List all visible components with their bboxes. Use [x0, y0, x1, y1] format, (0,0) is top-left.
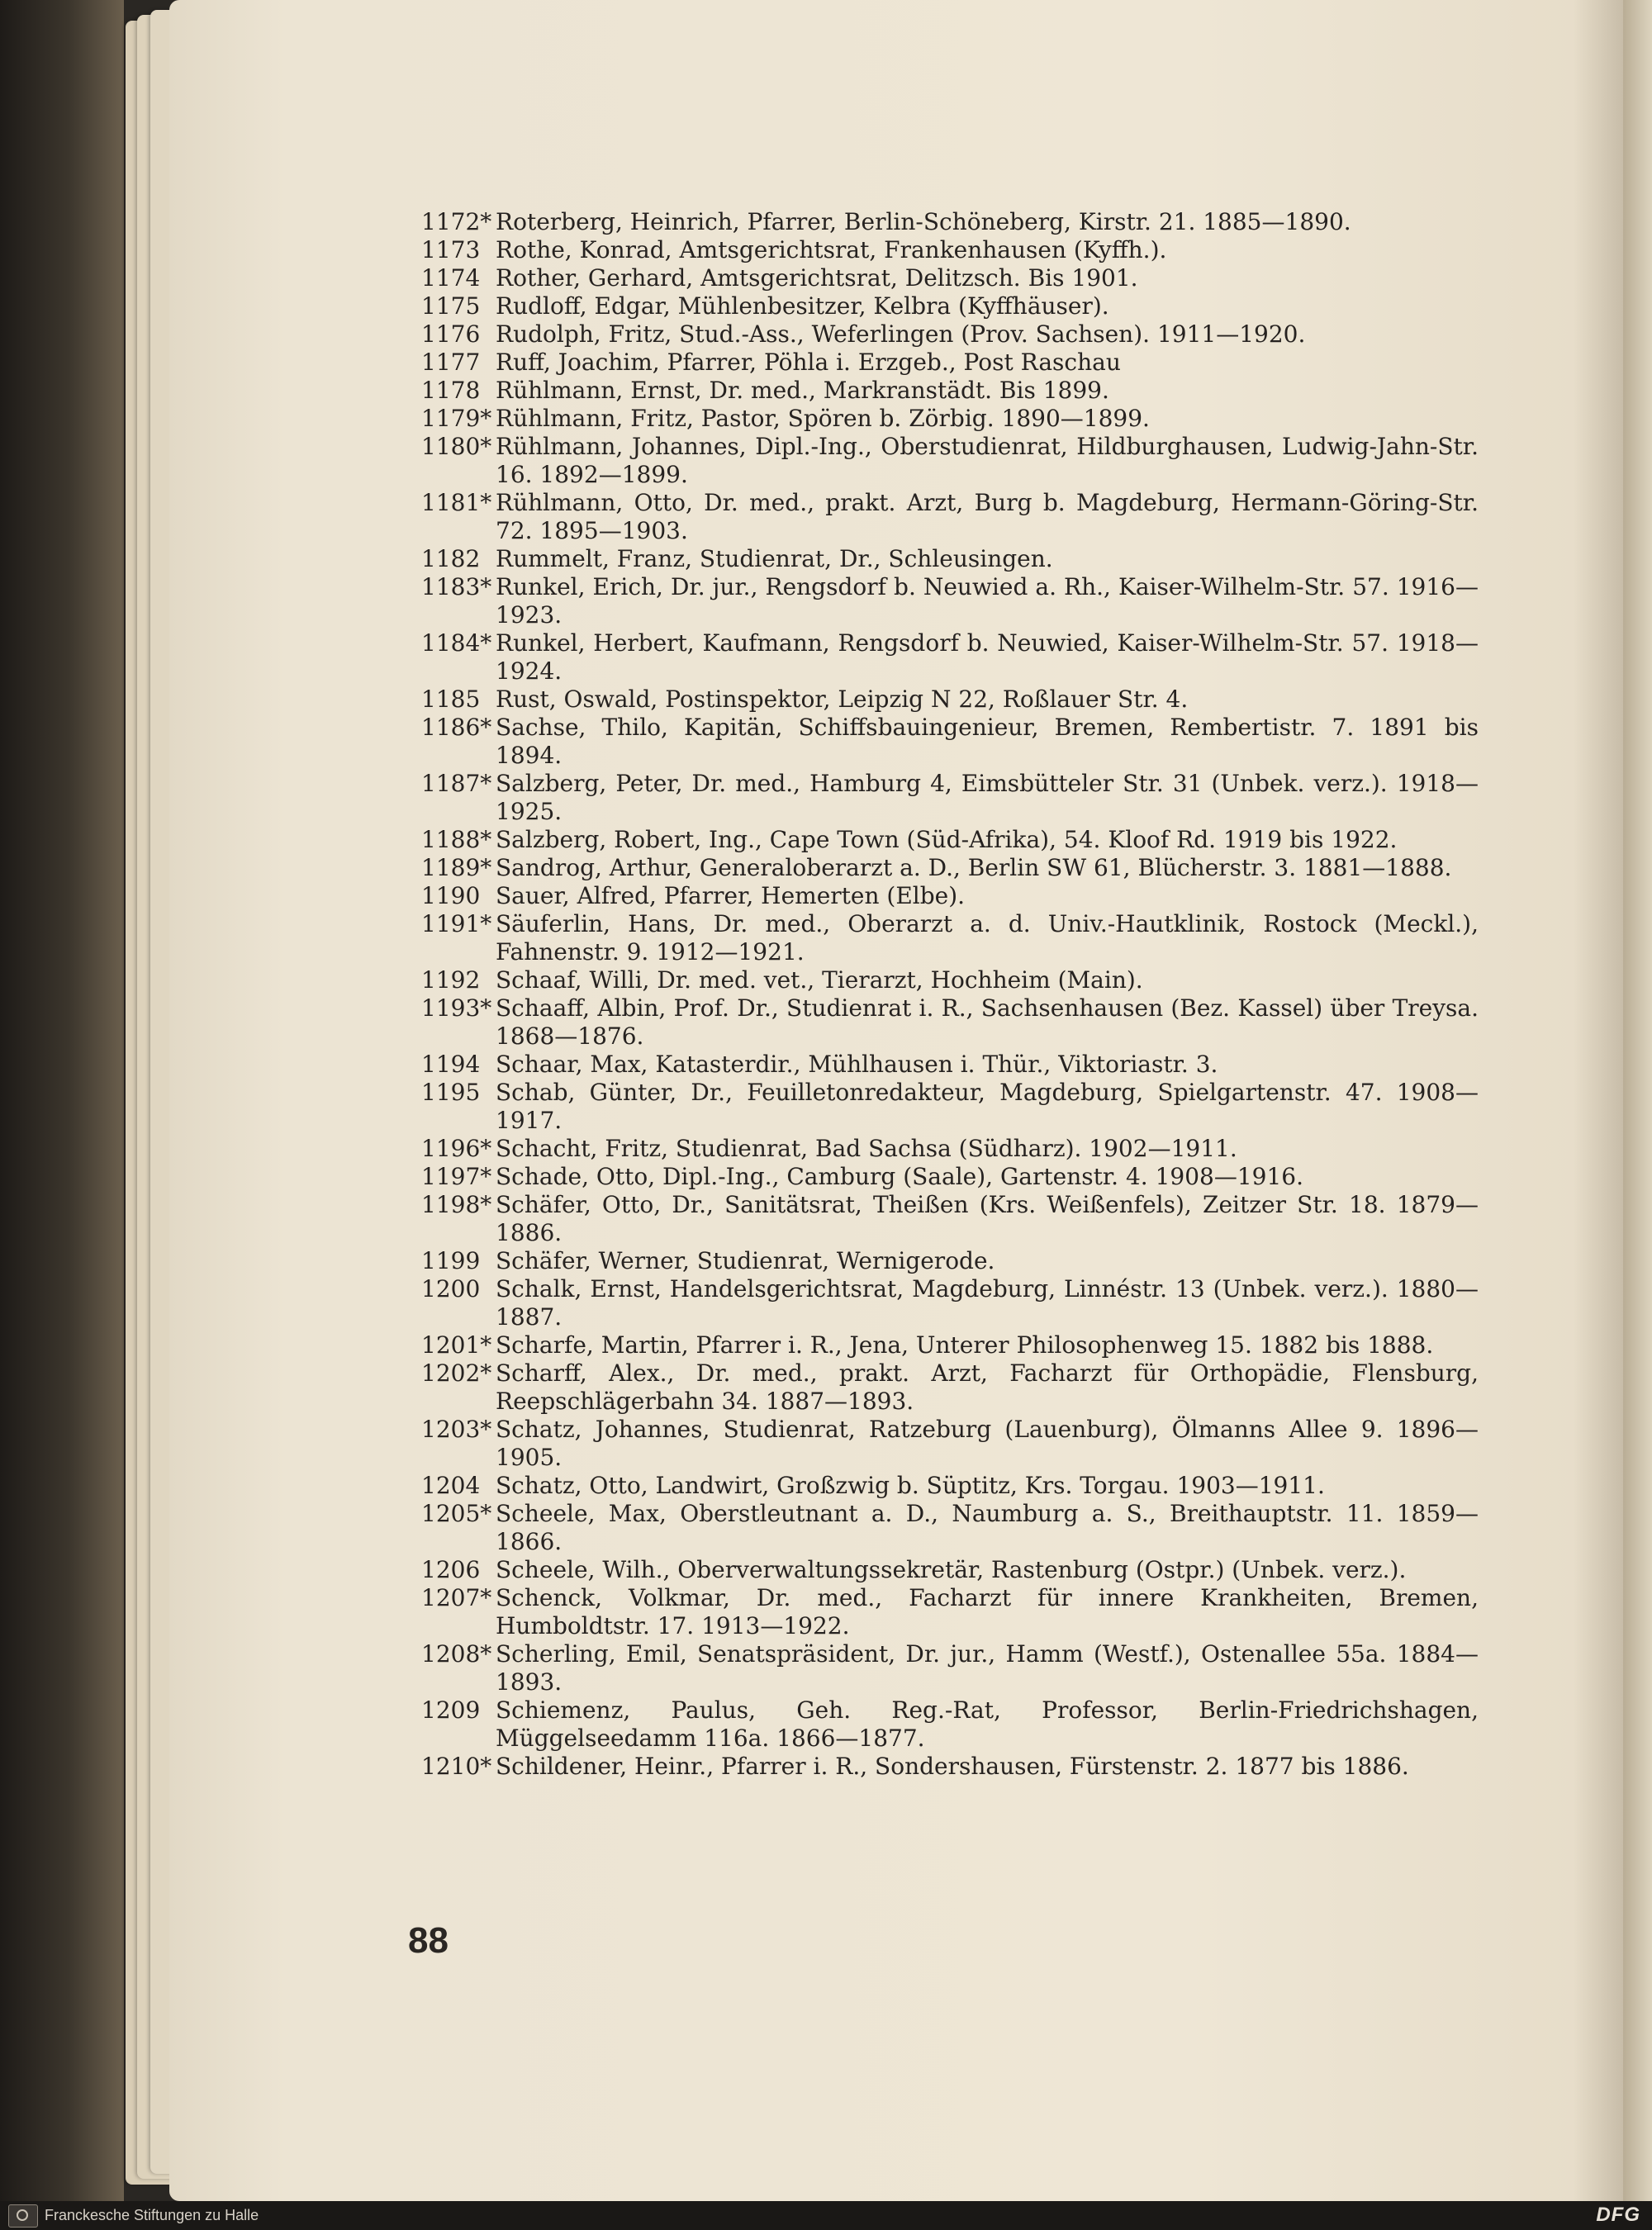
list-item — [421, 236, 1479, 264]
entry-number: 1181* — [421, 489, 492, 516]
entry-number: 1174 — [421, 264, 481, 292]
entry-text: Salzberg, Robert, Ing., Cape Town (Süd-Afrika), 54. Kloof Rd. 1919 bis 1922. — [496, 826, 1398, 853]
entry-text: Rothe, Konrad, Amtsgerichtsrat, Frankenhausen (Kyffh.). — [496, 236, 1167, 263]
institution-name: Franckesche Stiftungen zu Halle — [45, 2207, 259, 2223]
list-item — [421, 264, 1479, 292]
entry-text: Roterberg, Heinrich, Pfarrer, Berlin-Schöneberg, Kirstr. 21. 1885—1890. — [496, 208, 1351, 235]
entry-number: 1193* — [421, 994, 492, 1022]
entry-text: Schatz, Otto, Landwirt, Großzwig b. Süptitz, Krs. Torgau. 1903—1911. — [496, 1472, 1325, 1499]
list-item — [421, 208, 1479, 236]
list-item — [421, 1640, 1479, 1696]
entry-text: Scharfe, Martin, Pfarrer i. R., Jena, Unterer Philosophenweg 15. 1882 bis 1888. — [496, 1331, 1434, 1359]
list-item — [421, 1051, 1479, 1079]
entry-text: Rühlmann, Ernst, Dr. med., Markranstädt. Bis 1899. — [496, 377, 1109, 404]
entry-number: 1184* — [421, 629, 492, 657]
entry-number: 1199 — [421, 1247, 481, 1274]
list-item — [421, 320, 1479, 349]
entry-number: 1197* — [421, 1163, 492, 1190]
entry-text: Schacht, Fritz, Studienrat, Bad Sachsa (Südharz). 1902—1911. — [496, 1135, 1237, 1162]
entry-text: Sachse, Thilo, Kapitän, Schiffsbauingenieur, Bremen, Rembertistr. 7. 1891 bis 1894. — [496, 714, 1479, 769]
list-item — [421, 545, 1479, 573]
entry-number: 1208* — [421, 1640, 492, 1668]
entry-number: 1203* — [421, 1416, 492, 1443]
entry-number: 1182 — [421, 545, 481, 572]
viewer-footer — [0, 2201, 1652, 2230]
list-item — [421, 433, 1479, 489]
entry-text: Runkel, Erich, Dr. jur., Rengsdorf b. Neuwied a. Rh., Kaiser-Wilhelm-Str. 57. 1916—1923. — [496, 573, 1479, 629]
list-item — [421, 1359, 1479, 1416]
entry-text: Schäfer, Werner, Studienrat, Wernigerode. — [496, 1247, 995, 1274]
list-item — [421, 770, 1479, 826]
entry-text: Rühlmann, Otto, Dr. med., prakt. Arzt, Burg b. Magdeburg, Hermann-Göring-Str. 72. 1895—1903. — [496, 489, 1479, 544]
list-item — [421, 966, 1479, 994]
entry-text: Rust, Oswald, Postinspektor, Leipzig N 22, Roßlauer Str. 4. — [496, 686, 1189, 713]
list-item — [421, 994, 1479, 1051]
list-item — [421, 1472, 1479, 1500]
list-item — [421, 1696, 1479, 1753]
entry-text: Schade, Otto, Dipl.-Ing., Camburg (Saale), Gartenstr. 4. 1908—1916. — [496, 1163, 1304, 1190]
entry-text: Scharff, Alex., Dr. med., prakt. Arzt, Facharzt für Orthopädie, Flensburg, Reepschlägerbahn 34. 1887—1893. — [496, 1359, 1479, 1415]
entry-text: Schab, Günter, Dr., Feuilletonredakteur, Magdeburg, Spielgartenstr. 47. 1908—1917. — [496, 1079, 1479, 1134]
entry-number: 1209 — [421, 1696, 481, 1724]
entry-number: 1207* — [421, 1584, 492, 1611]
list-item — [421, 405, 1479, 433]
list-item — [421, 489, 1479, 545]
list-item — [421, 686, 1479, 714]
list-item — [421, 1753, 1479, 1781]
list-item — [421, 1275, 1479, 1331]
entry-text: Sauer, Alfred, Pfarrer, Hemerten (Elbe). — [496, 882, 966, 909]
list-item — [421, 629, 1479, 686]
entry-number: 1179* — [421, 405, 492, 432]
list-item — [421, 910, 1479, 966]
entry-text: Schaaf, Willi, Dr. med. vet., Tierarzt, Hochheim (Main). — [496, 966, 1143, 994]
entry-number: 1185 — [421, 686, 481, 713]
list-item — [421, 292, 1479, 320]
entry-number: 1180* — [421, 433, 492, 460]
entry-text: Säuferlin, Hans, Dr. med., Oberarzt a. d. Univ.-Hautklinik, Rostock (Meckl.), Fahnenstr. 9. 1912—1921. — [496, 910, 1479, 966]
list-item — [421, 573, 1479, 629]
entry-text: Rother, Gerhard, Amtsgerichtsrat, Delitzsch. Bis 1901. — [496, 264, 1138, 292]
entry-number: 1205* — [421, 1500, 492, 1527]
list-item — [421, 1556, 1479, 1584]
page-gutter-shadow — [1574, 0, 1623, 2201]
list-item — [421, 714, 1479, 770]
entry-number: 1178 — [421, 377, 481, 404]
list-item — [421, 854, 1479, 882]
entry-text: Scheele, Max, Oberstleutnant a. D., Naumburg a. S., Breithauptstr. 11. 1859—1866. — [496, 1500, 1479, 1555]
list-item — [421, 1079, 1479, 1135]
entry-number: 1189* — [421, 854, 492, 881]
entry-text: Schatz, Johannes, Studienrat, Ratzeburg (Lauenburg), Ölmanns Allee 9. 1896—1905. — [496, 1416, 1479, 1471]
foundation-seal-icon — [8, 2204, 38, 2228]
entry-number: 1190 — [421, 882, 481, 909]
entry-number: 1173 — [421, 236, 481, 263]
entry-text: Schaar, Max, Katasterdir., Mühlhausen i. Thür., Viktoriastr. 3. — [496, 1051, 1218, 1078]
entry-text: Rühlmann, Fritz, Pastor, Spören b. Zörbig. 1890—1899. — [496, 405, 1150, 432]
dfg-logo: DFG — [1596, 2204, 1640, 2226]
entry-number: 1198* — [421, 1191, 492, 1218]
entry-text: Scheele, Wilh., Oberverwaltungssekretär, Rastenburg (Ostpr.) (Unbek. verz.). — [496, 1556, 1407, 1583]
list-item — [421, 826, 1479, 854]
list-item — [421, 882, 1479, 910]
entry-text: Rudloff, Edgar, Mühlenbesitzer, Kelbra (Kyffhäuser). — [496, 292, 1109, 320]
entry-number: 1195 — [421, 1079, 481, 1106]
list-item — [421, 377, 1479, 405]
entry-number: 1187* — [421, 770, 492, 797]
entry-number: 1177 — [421, 349, 481, 376]
entry-text: Schäfer, Otto, Dr., Sanitätsrat, Theißen (Krs. Weißenfels), Zeitzer Str. 18. 1879—1886. — [496, 1191, 1479, 1246]
entry-text: Rummelt, Franz, Studienrat, Dr., Schleusingen. — [496, 545, 1053, 572]
book-spine — [0, 0, 124, 2213]
list-item — [421, 1416, 1479, 1472]
entry-number: 1172* — [421, 208, 492, 235]
entry-number: 1196* — [421, 1135, 492, 1162]
entry-number: 1210* — [421, 1753, 492, 1780]
entry-number: 1192 — [421, 966, 481, 994]
entry-number: 1201* — [421, 1331, 492, 1359]
entry-text: Schalk, Ernst, Handelsgerichtsrat, Magdeburg, Linnéstr. 13 (Unbek. verz.). 1880—1887. — [496, 1275, 1479, 1331]
entry-text: Schaaff, Albin, Prof. Dr., Studienrat i. R., Sachsenhausen (Bez. Kassel) über Treysa. 1868—1876. — [496, 994, 1479, 1050]
entry-number: 1183* — [421, 573, 492, 600]
entry-number: 1175 — [421, 292, 481, 320]
entry-text: Runkel, Herbert, Kaufmann, Rengsdorf b. Neuwied, Kaiser-Wilhelm-Str. 57. 1918—1924. — [496, 629, 1479, 685]
list-item — [421, 1500, 1479, 1556]
list-item — [421, 1584, 1479, 1640]
entry-number: 1204 — [421, 1472, 481, 1499]
entry-number: 1191* — [421, 910, 492, 937]
entry-number: 1206 — [421, 1556, 481, 1583]
list-item — [421, 1191, 1479, 1247]
list-item — [421, 1135, 1479, 1163]
list-item — [421, 1163, 1479, 1191]
entry-number: 1188* — [421, 826, 492, 853]
entry-text: Schenck, Volkmar, Dr. med., Facharzt für innere Krankheiten, Bremen, Humboldtstr. 17. 1913—1922. — [496, 1584, 1479, 1639]
list-item — [421, 1331, 1479, 1359]
entry-text: Schildener, Heinr., Pfarrer i. R., Sondershausen, Fürstenstr. 2. 1877 bis 1886. — [496, 1753, 1409, 1780]
entry-number: 1176 — [421, 320, 481, 348]
entry-number: 1202* — [421, 1359, 492, 1387]
entry-number: 1186* — [421, 714, 492, 741]
entry-text: Scherling, Emil, Senatspräsident, Dr. jur., Hamm (Westf.), Ostenallee 55a. 1884—1893. — [496, 1640, 1479, 1696]
page-number: 88 — [408, 1920, 449, 1961]
entry-text: Ruff, Joachim, Pfarrer, Pöhla i. Erzgeb., Post Raschau — [496, 349, 1121, 376]
list-item — [421, 349, 1479, 377]
entry-text: Rühlmann, Johannes, Dipl.-Ing., Oberstudienrat, Hildburghausen, Ludwig-Jahn-Str. 16. 1892—1899. — [496, 433, 1479, 488]
list-item — [421, 1247, 1479, 1275]
entry-text: Rudolph, Fritz, Stud.-Ass., Weferlingen (Prov. Sachsen). 1911—1920. — [496, 320, 1306, 348]
member-list — [421, 208, 1479, 1781]
entry-number: 1194 — [421, 1051, 481, 1078]
entry-text: Salzberg, Peter, Dr. med., Hamburg 4, Eimsbütteler Str. 31 (Unbek. verz.). 1918—1925. — [496, 770, 1479, 825]
entry-text: Sandrog, Arthur, Generaloberarzt a. D., Berlin SW 61, Blücherstr. 3. 1881—1888. — [496, 854, 1452, 881]
entry-text: Schiemenz, Paulus, Geh. Reg.-Rat, Professor, Berlin-Friedrichshagen, Müggelseedamm 116a. 1866—1877. — [496, 1696, 1479, 1752]
entry-number: 1200 — [421, 1275, 481, 1302]
facing-page-edge — [1623, 0, 1652, 2201]
